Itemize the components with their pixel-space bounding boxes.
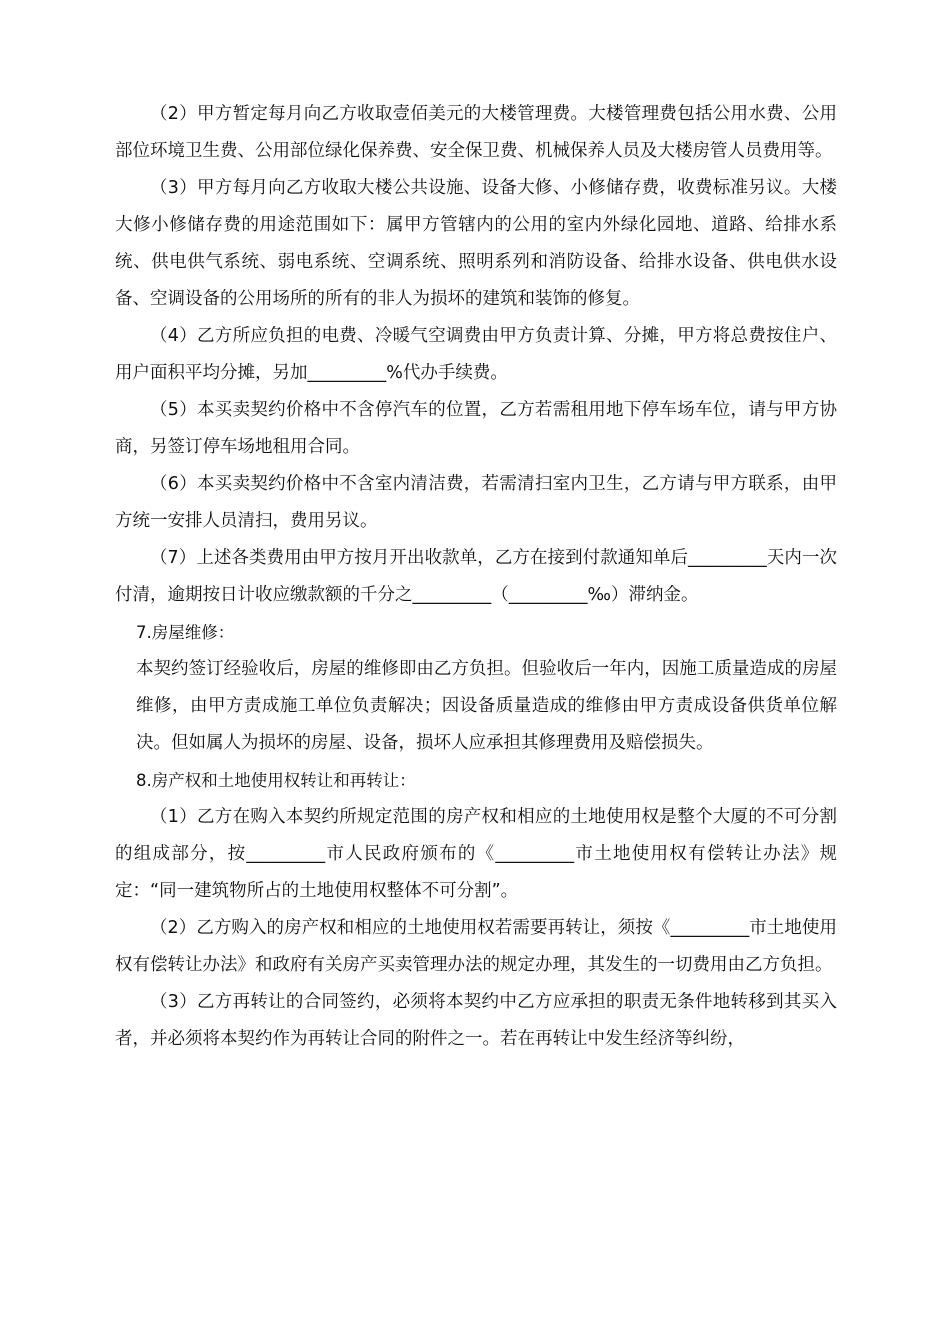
document-body bbox=[115, 96, 837, 1058]
section-7-body: 本契约签订经验收后，房屋的维修即由乙方负担。但验收后一年内，因施工质量造成的房屋维修，由甲方责成施工单位负责解决；因设备质量造成的维修由甲方责成设备供货单位解决。但如属人为损坏的房屋、设备，损坏人应承担其修理费用及赔偿损失。 bbox=[136, 659, 837, 753]
clause-6-cleaning: （6）本买卖契约价格中不含室内清洁费，若需清扫室内卫生，乙方请与甲方联系，由甲方统一安排人员清扫，费用另议。 bbox=[115, 474, 837, 531]
section-7-heading: 7.房屋维修： bbox=[136, 623, 235, 642]
section-8-clause-1: （1）乙方在购入本契约所规定范围的房产权和相应的土地使用权是整个大厦的不可分割的组成部分，按_________市人民政府颁布的《_________市土地使用权有偿转让办法》规定：“同一建筑物所占的土地使用权整体不可分割”。 bbox=[115, 807, 837, 901]
section-8-heading: 8.房产权和土地使用权转让和再转让： bbox=[136, 771, 416, 790]
section-8-clause-3: （3）乙方再转让的合同签约，必须将本契约中乙方应承担的职责无条件地转移到其买入者，并必须将本契约作为再转让合同的附件之一。若在再转让中发生经济等纠纷， bbox=[115, 992, 837, 1049]
clause-4-utility-fee: （4）乙方所应负担的电费、冷暖气空调费由甲方负责计算、分摊，甲方将总费按住户、用户面积平均分摊，另加_________%代办手续费。 bbox=[115, 326, 837, 383]
clause-3-repair-reserve: （3）甲方每月向乙方收取大楼公共设施、设备大修、小修储存费，收费标准另议。大楼大修小修储存费的用途范围如下：属甲方管辖内的公用的室内外绿化园地、道路、给排水系统、供电供气系统、弱电系统、空调系统、照明系列和消防设备、给排水设备、供电供水设备、空调设备的公用场所的所有的非人为损坏的建筑和装饰的修复。 bbox=[115, 178, 837, 309]
clause-5-parking: （5）本买卖契约价格中不含停汽车的位置，乙方若需租用地下停车场车位，请与甲方协商，另签订停车场地租用合同。 bbox=[115, 400, 837, 457]
clause-7-payment: （7）上述各类费用由甲方按月开出收款单，乙方在接到付款通知单后_________天内一次付清，逾期按日计收应缴款额的千分之_________（_________‰）滞纳金。 bbox=[115, 548, 837, 605]
clause-2-management-fee: （2）甲方暂定每月向乙方收取壹佰美元的大楼管理费。大楼管理费包括公用水费、公用部位环境卫生费、公用部位绿化保养费、安全保卫费、机械保养人员及大楼房管人员费用等。 bbox=[115, 104, 837, 161]
section-8-clause-2: （2）乙方购入的房产权和相应的土地使用权若需要再转让，须按《_________市土地使用权有偿转让办法》和政府有关房产买卖管理办法的规定办理，其发生的一切费用由乙方负担。 bbox=[115, 918, 837, 975]
